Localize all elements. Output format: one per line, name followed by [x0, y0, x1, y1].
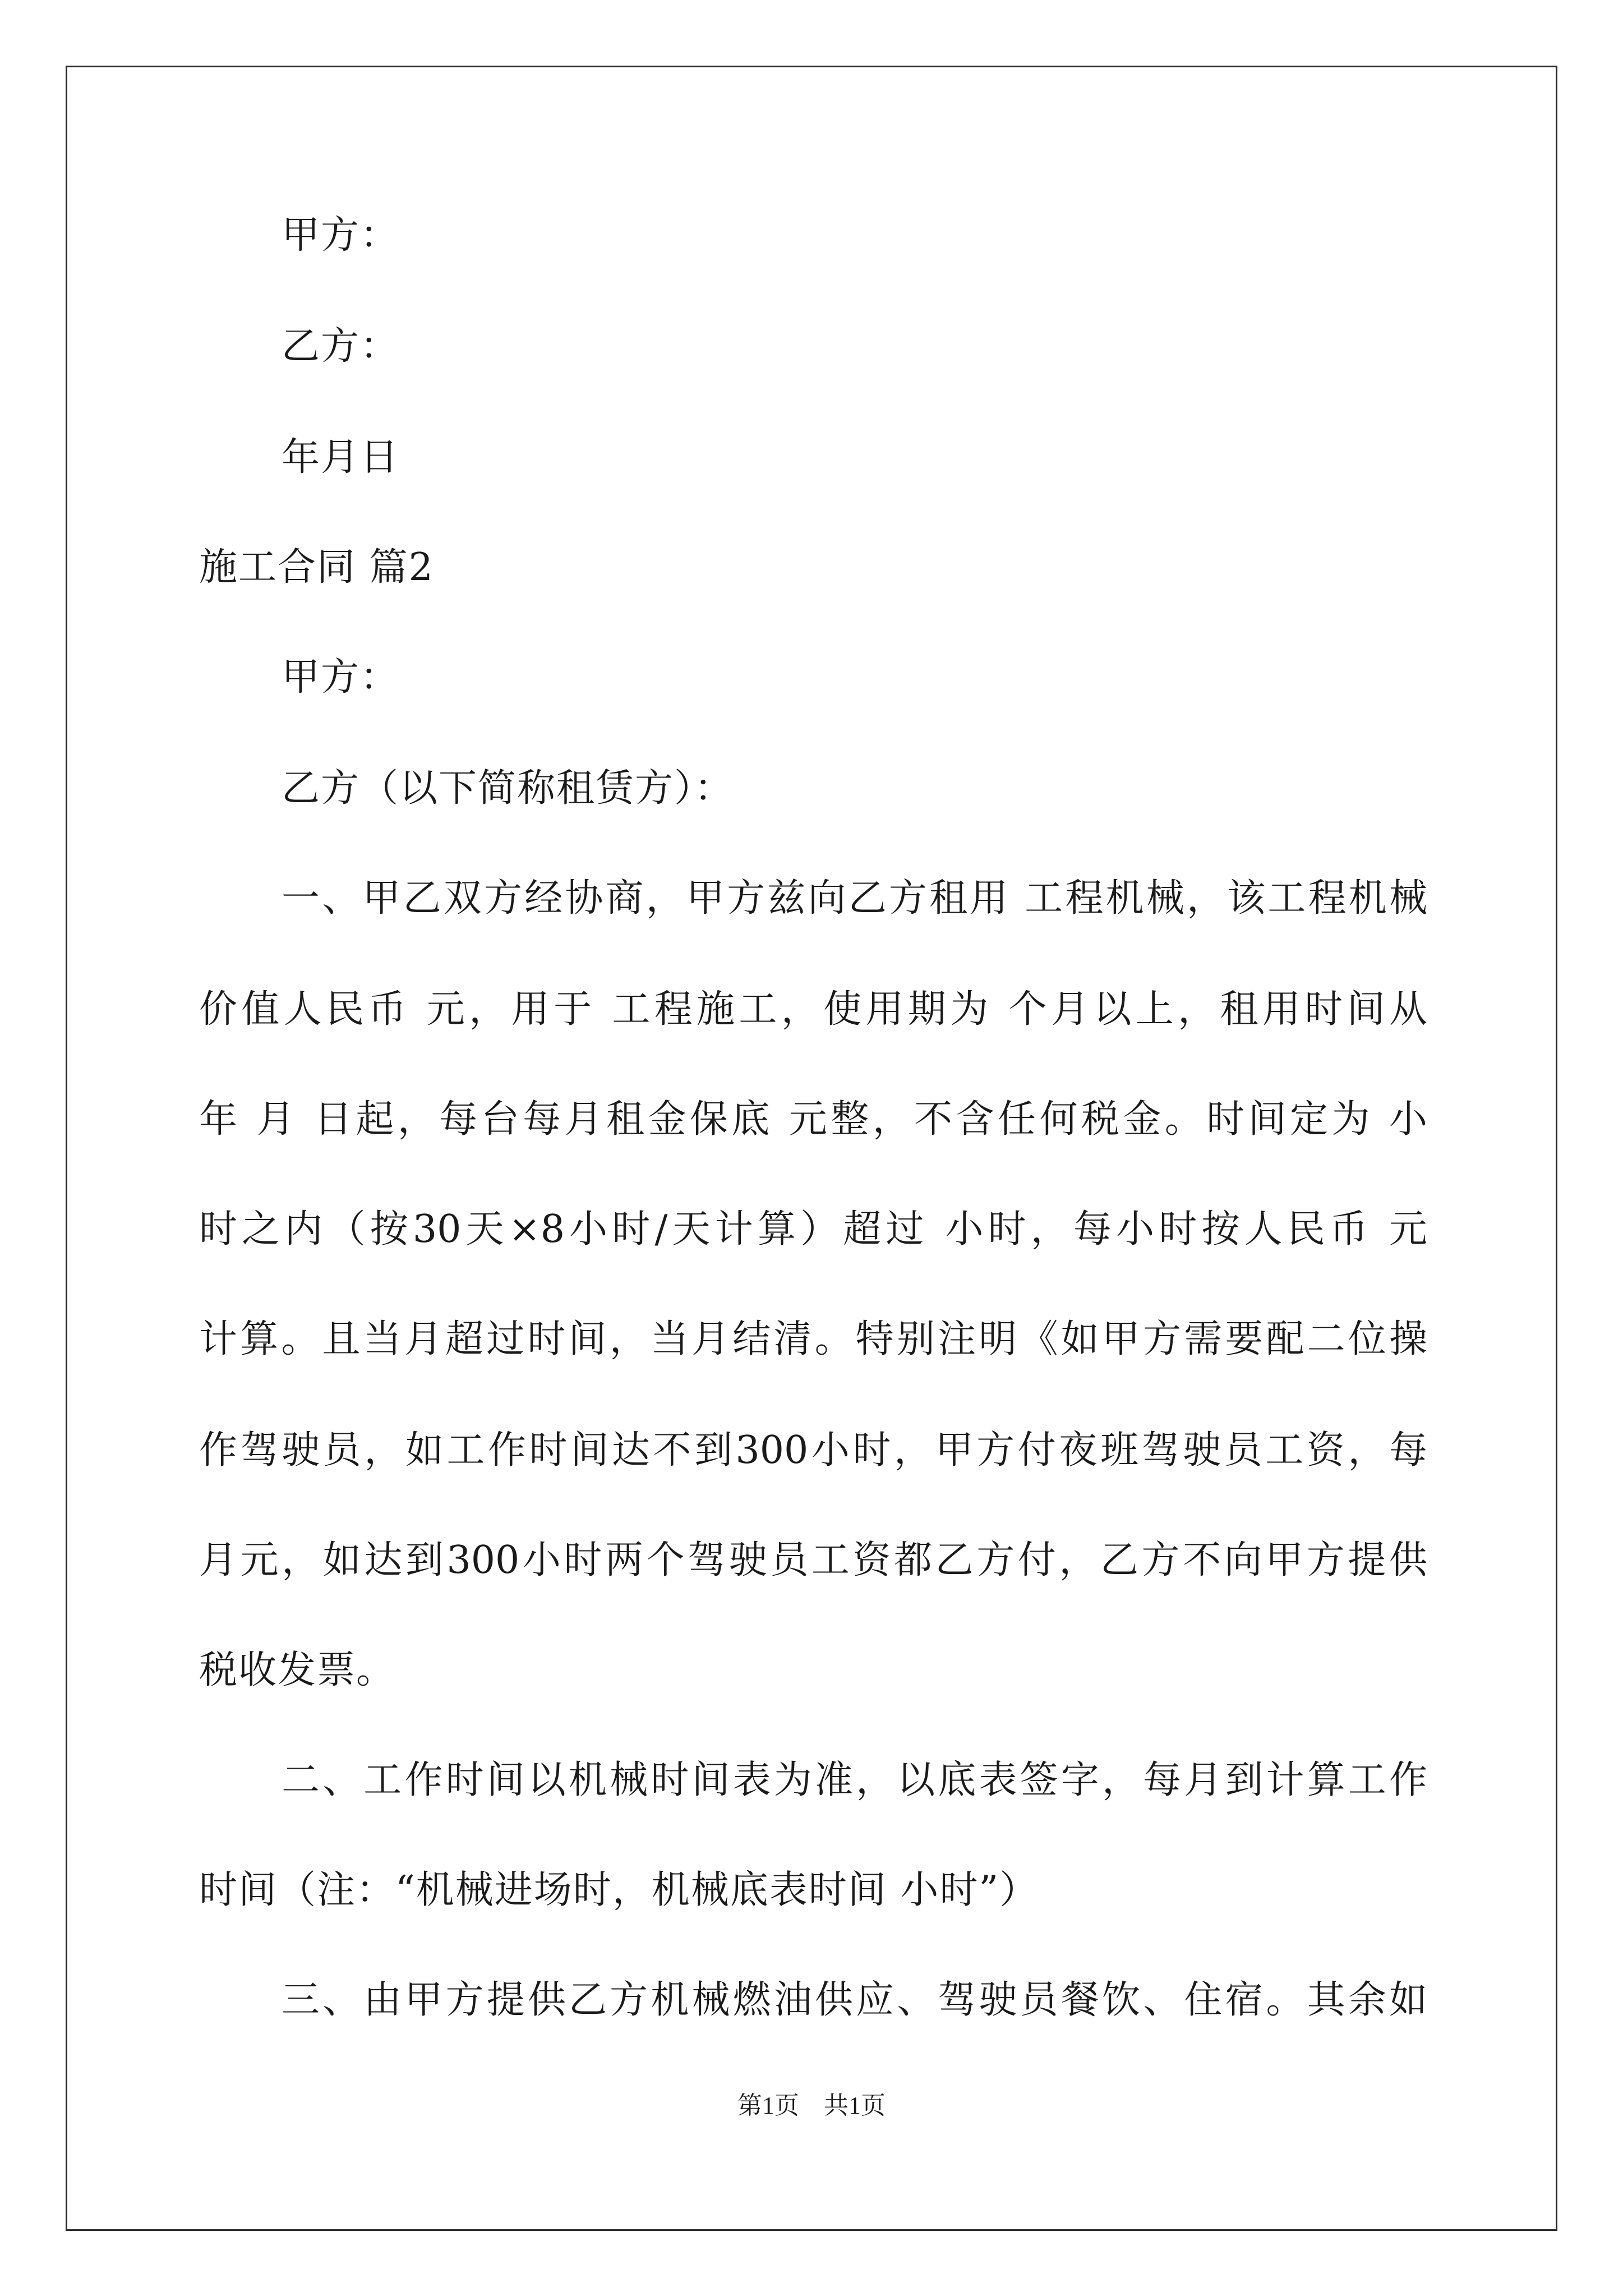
page-number: 第1页 共1页 [737, 2092, 886, 2119]
paragraph-line: 时间（注：“机械进场时，机械底表时间 小时”） [199, 1868, 1039, 1912]
date-label: 年月日 [282, 435, 400, 480]
paragraph-line: 时之内（按30天×8小时/天计算）超过 小时，每小时按人民币 元 [199, 1207, 1427, 1251]
paragraph-line: 作驾驶员，如工作时间达不到300小时，甲方付夜班驾驶员工资，每 [199, 1428, 1427, 1473]
paragraph-line: 月元，如达到300小时两个驾驶员工资都乙方付，乙方不向甲方提供 [199, 1538, 1427, 1582]
paragraph-line: 年 月 日起，每台每月租金保底 元整，不含任何税金。时间定为 小 [199, 1097, 1427, 1142]
party-a-label: 甲方： [282, 655, 400, 700]
section-heading: 施工合同 篇2 [199, 545, 434, 590]
party-b-label: 乙方（以下简称租赁方）： [282, 766, 734, 811]
party-a-label: 甲方： [282, 213, 400, 257]
paragraph-line: 计算。且当月超过时间，当月结清。特别注明《如甲方需要配二位操 [199, 1317, 1427, 1361]
paragraph-line: 税收发票。 [199, 1648, 396, 1692]
paragraph-line: 一、甲乙双方经协商，甲方兹向乙方租用 工程机械，该工程机械 [282, 876, 1427, 921]
paragraph-line: 三、由甲方提供乙方机械燃油供应、驾驶员餐饮、住宿。其余如 [282, 1978, 1427, 2022]
paragraph-line: 二、工作时间以机械时间表为准，以底表签字，每月到计算工作 [282, 1758, 1427, 1802]
party-b-label: 乙方： [282, 324, 400, 369]
paragraph-line: 价值人民币 元，用于 工程施工，使用期为 个月以上，租用时间从 [199, 987, 1427, 1032]
